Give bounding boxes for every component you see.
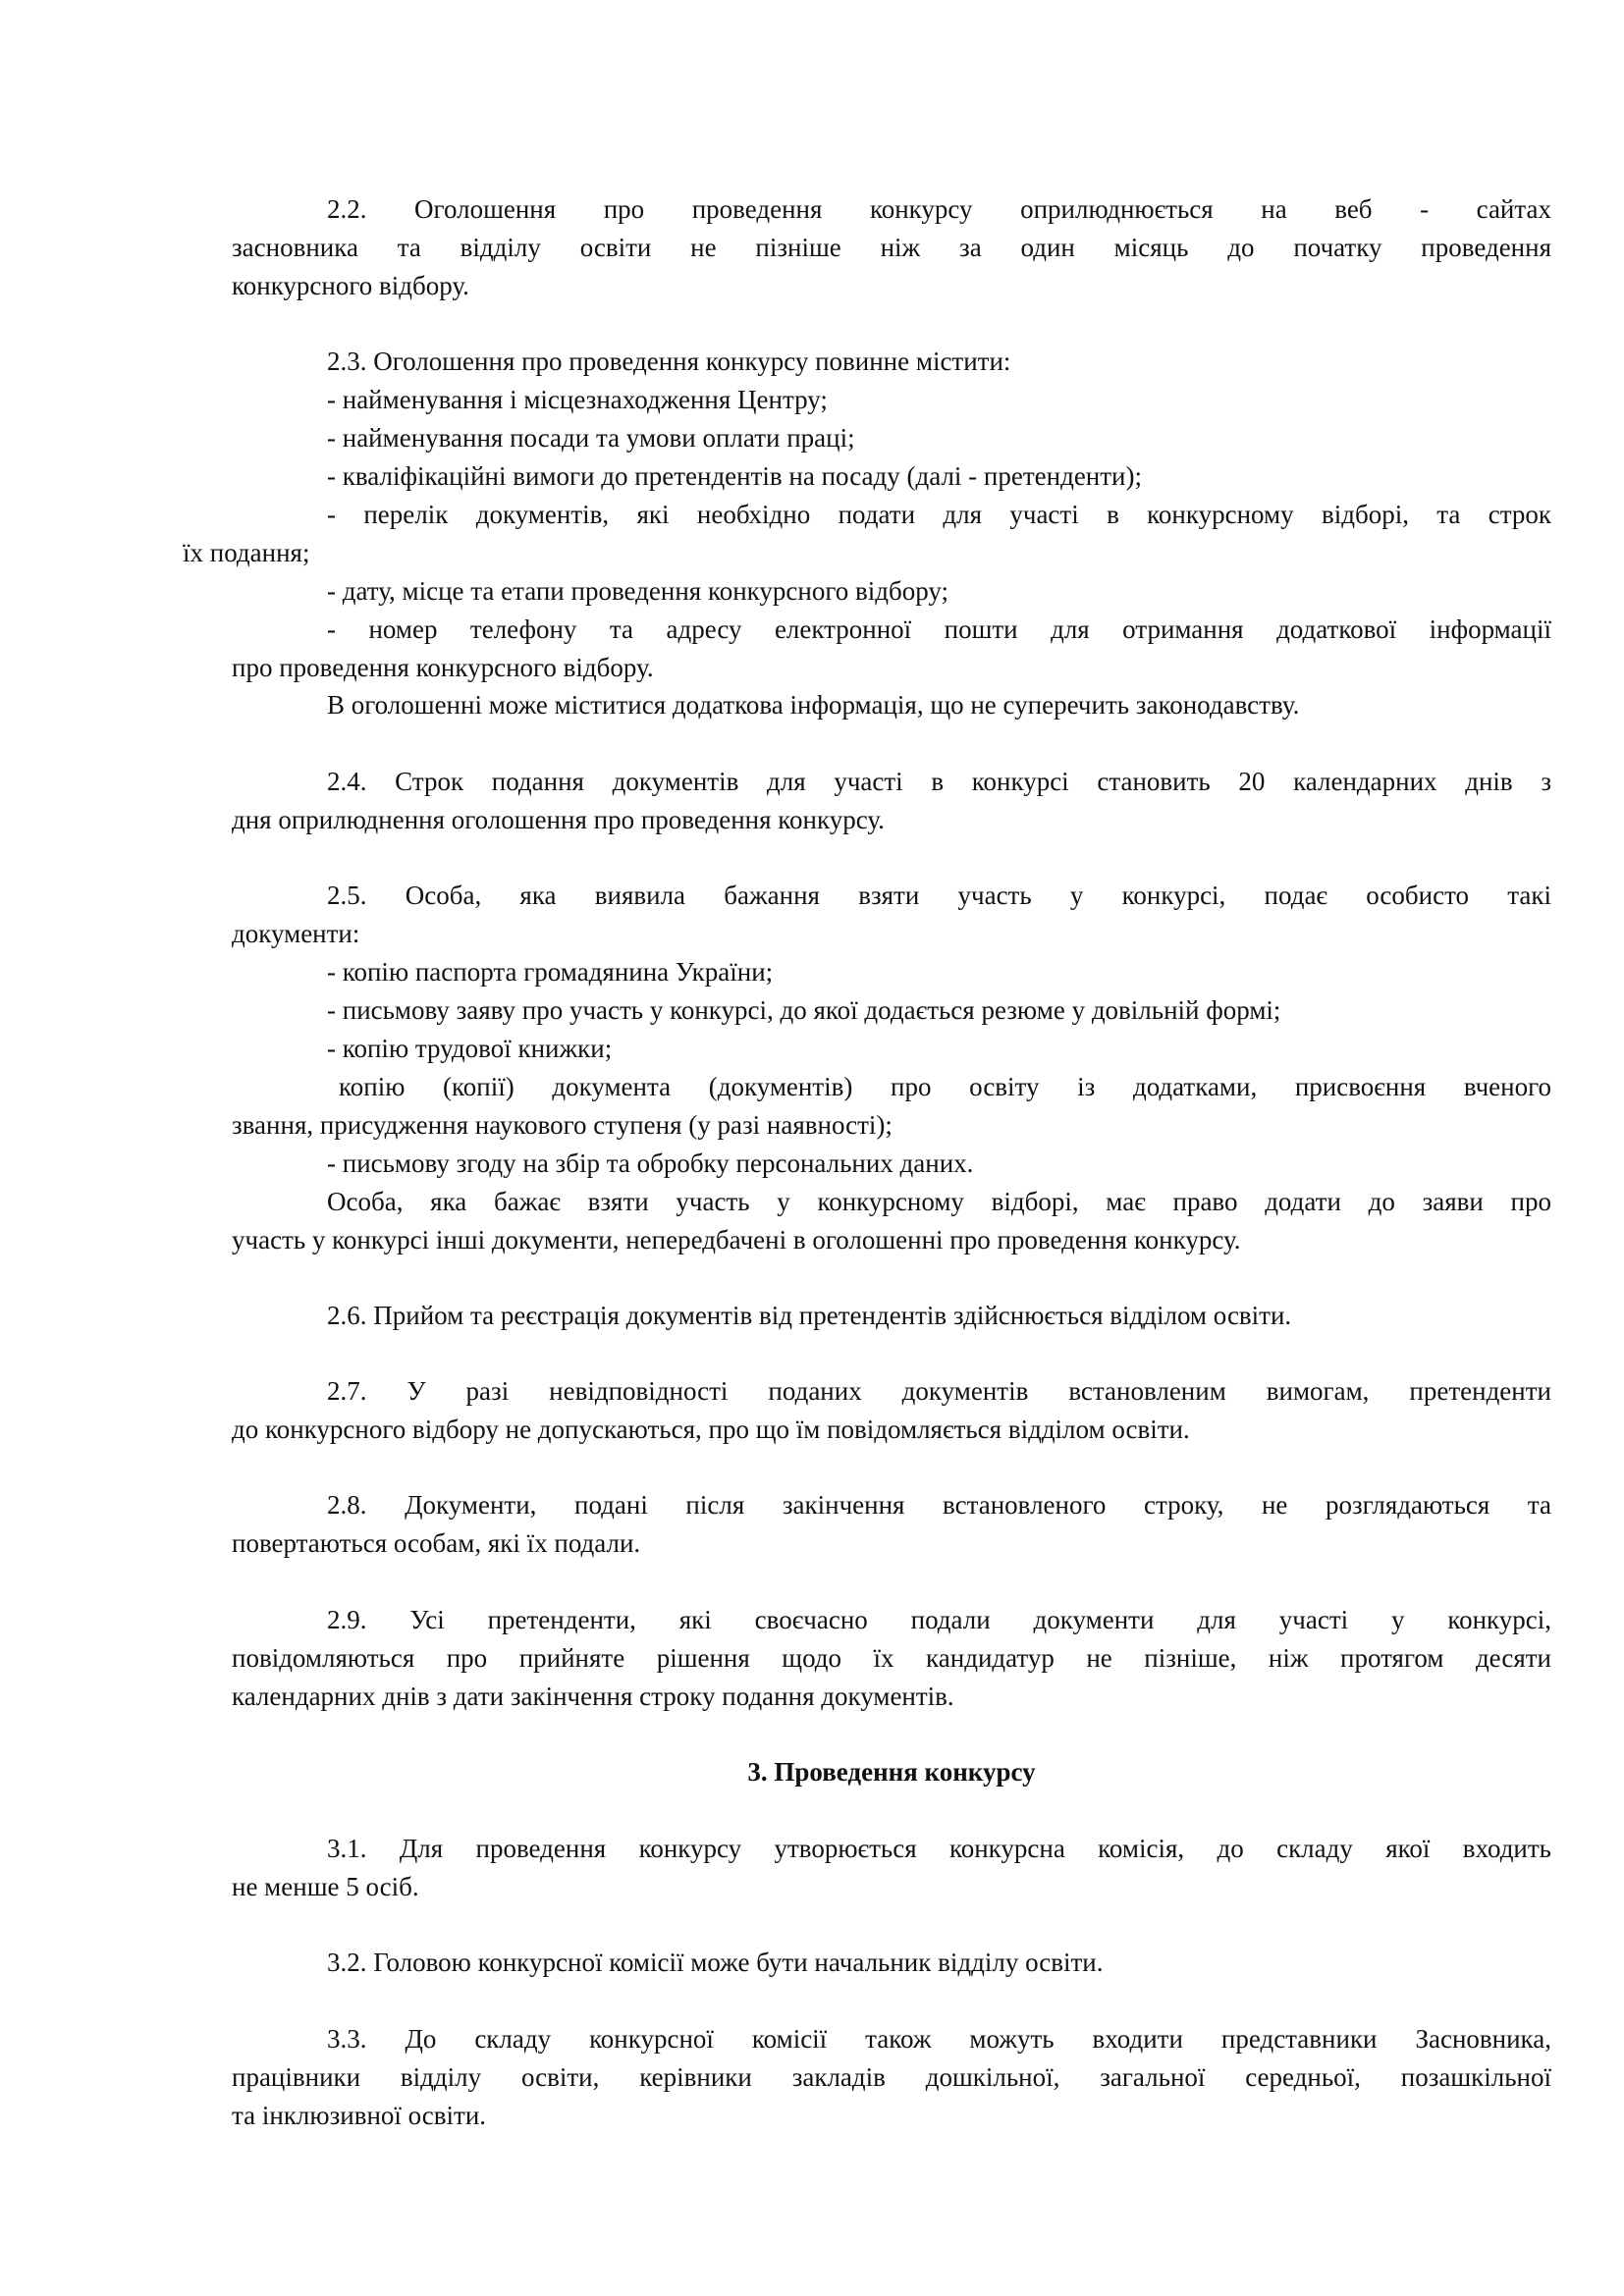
list-item: - копію паспорта громадянина України;: [327, 957, 774, 987]
text-line: 3.1. Для проведення конкурсу утворюється конкурсна комісія, до складу якої входить: [327, 1834, 1551, 1863]
list-item: - найменування і місцезнаходження Центру;: [327, 385, 828, 414]
text-line: участь у конкурсі інші документи, непередбачені в оголошенні про проведення конкурсу.: [232, 1225, 1241, 1255]
list-item: - письмову заяву про участь у конкурсі, до якої додається резюме у довільній формі;: [327, 995, 1281, 1025]
list-item: - копію трудової книжки;: [327, 1034, 613, 1063]
text-line: засновника та відділу освіти не пізніше ніж за один місяць до початку проведення: [232, 233, 1551, 262]
text-line: 2.3. Оголошення про проведення конкурсу повинне містити:: [327, 347, 1011, 376]
text-line: календарних днів з дати закінчення строку подання документів.: [232, 1682, 954, 1711]
text-line: дня оприлюднення оголошення про проведення конкурсу.: [232, 805, 885, 834]
list-item: - перелік документів, які необхідно подати для участі в конкурсному відборі, та строк: [327, 500, 1551, 529]
text-line: 2.9. Усі претенденти, які своєчасно подали документи для участі у конкурсі,: [327, 1605, 1551, 1634]
list-item: - дату, місце та етапи проведення конкурсного відбору;: [327, 576, 948, 606]
list-item: - номер телефону та адресу електронної пошти для отримання додаткової інформації: [327, 614, 1551, 644]
text-line: повідомляються про прийняте рішення щодо їх кандидатур не пізніше, ніж протягом десяти: [232, 1643, 1551, 1673]
text-line: повертаються особам, які їх подали.: [232, 1528, 641, 1558]
text-line: 2.6. Прийом та реєстрація документів від претендентів здійснюється відділом освіти.: [327, 1301, 1292, 1330]
text-line: 2.4. Строк подання документів для участі в конкурсі становить 20 календарних днів з: [327, 767, 1551, 796]
text-line: про проведення конкурсного відбору.: [232, 653, 654, 682]
text-line: працівники відділу освіти, керівники закладів дошкільної, загальної середньої, позашкільної: [232, 2062, 1551, 2092]
section-heading: 3. Проведення конкурсу: [747, 1757, 1036, 1787]
text-line: та інклюзивної освіти.: [232, 2101, 487, 2130]
text-line: Особа, яка бажає взяти участь у конкурсному відборі, має право додати до заяви про: [327, 1187, 1551, 1216]
text-line: звання, присудження наукового ступеня (у разі наявності);: [232, 1110, 893, 1140]
text-line: 2.5. Особа, яка виявила бажання взяти участь у конкурсі, подає особисто такі: [327, 881, 1551, 910]
list-item: - найменування посади та умови оплати праці;: [327, 423, 855, 453]
list-item: копію (копії) документа (документів) про освіту із додатками, присвоєння вченого: [339, 1072, 1551, 1101]
text-line: 2.7. У разі невідповідності поданих документів встановленим вимогам, претенденти: [327, 1376, 1551, 1406]
list-item: - письмову згоду на збір та обробку персональних даних.: [327, 1148, 974, 1178]
text-line: документи:: [232, 919, 360, 948]
text-line: 2.8. Документи, подані після закінчення встановленого строку, не розглядаються та: [327, 1490, 1551, 1520]
list-item: - кваліфікаційні вимоги до претендентів на посаду (далі - претенденти);: [327, 461, 1142, 491]
text-line: до конкурсного відбору не допускаються, про що їм повідомляється відділом освіти.: [232, 1415, 1190, 1444]
text-line: В оголошенні може міститися додаткова інформація, що не суперечить законодавству.: [327, 690, 1300, 720]
text-line: 3.3. До складу конкурсної комісії також можуть входити представники Засновника,: [327, 2024, 1551, 2054]
text-line: 2.2. Оголошення про проведення конкурсу оприлюднюється на веб - сайтах: [327, 194, 1551, 224]
text-line: конкурсного відбору.: [232, 271, 469, 300]
text-line: їх подання;: [183, 538, 310, 567]
text-line: не менше 5 осіб.: [232, 1872, 419, 1901]
text-line: 3.2. Головою конкурсної комісії може бути начальник відділу освіти.: [327, 1948, 1104, 1977]
